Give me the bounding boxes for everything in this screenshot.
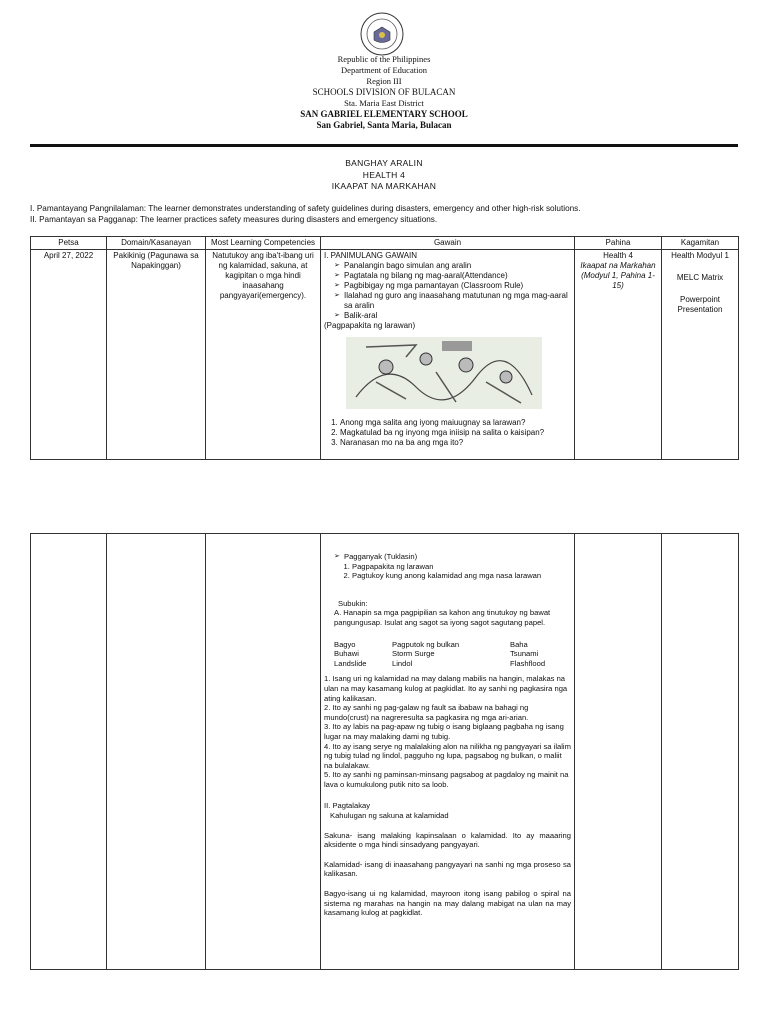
col-petsa: Petsa — [31, 237, 107, 250]
list-item: ➢ Panalangin bago simulan ang aralin — [334, 261, 571, 271]
pahina-cell — [575, 250, 662, 460]
list-item: 2. Pagtukoy kung anong kalamidad ang mga nasa larawan — [352, 571, 571, 581]
material-modyul: Health Modyul 1 — [671, 251, 729, 260]
section-heading: I. PANIMULANG GAWAIN — [324, 251, 418, 260]
school-address: San Gabriel, Santa Maria, Bulacan — [316, 120, 452, 130]
content-standard: I. Pamantayang Pangnilalaman: The learner demonstrates understanding of safety guidelines during disasters, emergency and other high-risk solutions. — [30, 204, 581, 213]
choice: Lindol — [392, 658, 413, 668]
list-item: ➢ Pagganyak (Tuklasin) — [334, 552, 571, 562]
picture-note: (Pagpapakita ng larawan) — [324, 321, 416, 330]
division-line: SCHOOLS DIVISION OF BULACAN — [312, 87, 456, 97]
choice: Flashflood — [510, 658, 546, 668]
gawain-cell — [321, 534, 575, 970]
pahina-cell — [575, 534, 662, 970]
lesson-plan-table-1 — [30, 236, 739, 460]
activity-list — [324, 261, 571, 321]
deped-seal-logo — [360, 12, 404, 56]
letterhead — [0, 54, 768, 131]
lesson-title — [0, 158, 768, 193]
competency-cell: Natutukoy ang iba't-ibang uri ng kalamidad, sakuna, at kagipitan o mga hindi inaasahang pangyayari(emergency). — [206, 250, 321, 460]
school-name: SAN GABRIEL ELEMENTARY SCHOOL — [300, 109, 468, 119]
pahina-quarter: Ikaapat na Markahan — [580, 261, 656, 270]
subukin-instruction: A. Hanapin sa mga pagpipilian sa kahon ang tinutukoy ng bawat pangungusap. Isulat ang sagot sa iyong sagot sagutang papel. — [334, 608, 551, 627]
material-melc: MELC Matrix — [676, 273, 724, 282]
date-cell — [31, 534, 107, 970]
date-cell: April 27, 2022 — [31, 250, 107, 460]
col-pahina: Pahina — [575, 237, 662, 250]
definition-bagyo: Bagyo-isang ui ng kalamidad, mayroon itong isang pabilog o spiral na sistema ng marahas na hangin na may dalang mabigat na ulan na may kasamang kulog at pagkidlat. — [324, 889, 571, 918]
domain-cell: Pakikinig (Pagunawa sa Napakinggan) — [107, 250, 206, 460]
department-line: Department of Education — [341, 65, 427, 75]
region-line: Region III — [366, 76, 402, 86]
test-item: 3. Ito ay labis na pag-apaw ng tubig o isang biglaang pagbaha ng isang lugar na may malaking dami ng tubig. — [324, 722, 564, 741]
republic-line: Republic of the Philippines — [337, 54, 431, 64]
choice: Bagyo — [334, 639, 356, 649]
pagtalakay-subheading: Kahulugan ng sakuna at kalamidad — [330, 811, 449, 821]
list-item: ➢ Ilalahad ng guro ang inaasahang matutunan ng mga mag-aaral sa aralin — [334, 291, 571, 311]
col-domain: Domain/Kasanayan — [107, 237, 206, 250]
list-item: ➢ Balik-aral — [334, 311, 571, 321]
list-item: 1. Anong mga salita ang iyong maiuugnay sa larawan? — [340, 418, 571, 428]
list-item: 2. Magkatulad ba ng inyong mga iniisip na salita o kaisipan? — [340, 428, 571, 438]
competency-cell — [206, 534, 321, 970]
list-item: ➢ Pagbibigay ng mga pamantayan (Classroom Rule) — [334, 281, 571, 291]
table-header-row — [31, 237, 739, 250]
test-item: 2. Ito ay sanhi ng pag-galaw ng fault sa ibabaw na bahagi ng mundo(crust) na nagreresulta sa pagkasira ng mga ari-arian. — [324, 703, 529, 722]
choice: Pagputok ng bulkan — [392, 639, 460, 649]
test-item: 5. Ito ay sanhi ng paminsan-minsang pagsabog at pagdaloy ng mainit na lava o kumukulong putik nito sa loob. — [324, 770, 569, 789]
test-item: 4. Ito ay isang serye ng malalaking alon na nilikha ng pangyayari sa ilalim ng tubig tulad ng lindol, pagguho ng lupa, pagsabog ng bulkan, o maliit na bulalakaw. — [324, 741, 571, 770]
pagtalakay-heading: II. Pagtalakay — [324, 801, 371, 811]
table-row — [31, 534, 739, 970]
title-line-2: HEALTH 4 — [362, 169, 406, 180]
list-item: 3. Naranasan mo na ba ang mga ito? — [340, 438, 571, 448]
district-line: Sta. Maria East District — [344, 98, 424, 108]
subukin-heading: Subukin: — [338, 598, 368, 608]
choices-box — [324, 640, 571, 669]
choice: Landslide — [334, 658, 367, 668]
lesson-plan-table-2 — [30, 533, 739, 970]
kagamitan-cell — [662, 534, 739, 970]
performance-standard: II. Pamantayan sa Pagganap: The learner practices safety measures during disasters and emergency situations. — [30, 214, 438, 224]
material-powerpoint: Powerpoint Presentation — [677, 295, 723, 314]
definition-sakuna: Sakuna- isang malaking kapinsalaan o kalamidad. Ito ay maaaring aksidente o mga hindi sinsadyang pangyayari. — [324, 830, 571, 850]
header-divider — [30, 144, 738, 147]
disaster-illustration — [346, 337, 542, 409]
col-competencies: Most Learning Competencies — [206, 237, 321, 250]
domain-cell — [107, 534, 206, 970]
kagamitan-cell — [662, 250, 739, 460]
col-gawain: Gawain — [321, 237, 575, 250]
title-line-1: BANGHAY ARALIN — [345, 158, 423, 168]
col-kagamitan: Kagamitan — [662, 237, 739, 250]
list-item: 1. Pagpapakita ng larawan — [352, 562, 571, 572]
question-list — [324, 418, 571, 448]
pahina-subject: Health 4 — [603, 251, 633, 260]
choice: Baha — [510, 639, 528, 649]
title-line-3: IKAAPAT NA MARKAHAN — [331, 181, 437, 191]
definition-kalamidad: Kalamidad- isang di inaasahang pangyayari na sanhi ng mga proseso sa kalikasan. — [324, 859, 571, 879]
choice: Buhawi — [334, 649, 359, 659]
standards — [30, 204, 750, 225]
list-item: ➢ Pagtatala ng bilang ng mag-aaral(Attendance) — [334, 271, 571, 281]
test-item: 1. Isang uri ng kalamidad na may dalang mabilis na hangin, malakas na ulan na may kasamang kulog at pagkidlat. Ito ay sanhi ng pagkasira nga ating kalikasan. — [324, 674, 568, 703]
choice: Tsunami — [510, 649, 539, 659]
table-row — [31, 250, 739, 460]
choice: Storm Surge — [392, 649, 435, 659]
gawain-cell — [321, 250, 575, 460]
pagganyak-list — [324, 552, 571, 562]
pagganyak-items — [324, 562, 571, 581]
pahina-pages: (Modyul 1, Pahina 1-15) — [581, 271, 655, 290]
